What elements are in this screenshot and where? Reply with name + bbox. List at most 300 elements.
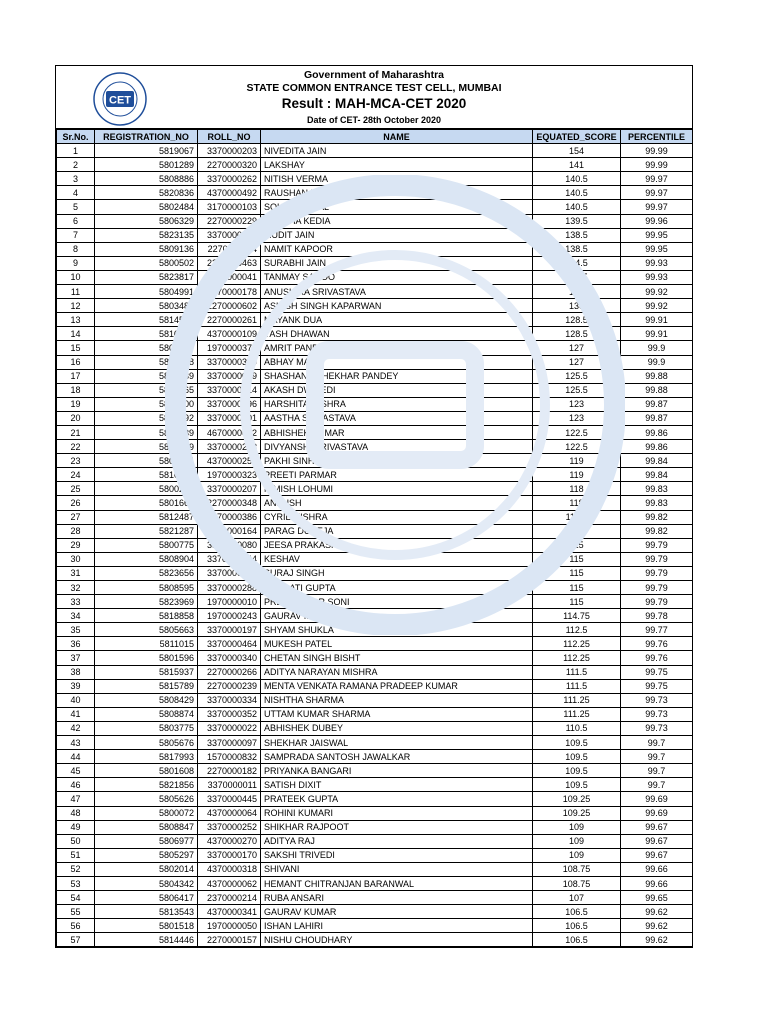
- cell-equated-score: 134.5: [533, 256, 621, 270]
- cell-percentile: 99.65: [621, 891, 693, 905]
- result-sheet: [55, 65, 693, 948]
- cell-roll-no: 3370000080: [198, 538, 261, 552]
- table-row: [57, 256, 693, 270]
- cell-roll-no: 4370000109: [198, 327, 261, 341]
- cell-equated-score: 130: [533, 299, 621, 313]
- cell-percentile: 99.97: [621, 172, 693, 186]
- table-row: [57, 862, 693, 876]
- cell-registration-no: 5804991: [95, 285, 198, 299]
- cell-percentile: 99.76: [621, 637, 693, 651]
- table-row: [57, 665, 693, 679]
- cell-percentile: 99.91: [621, 313, 693, 327]
- cell-registration-no: 5803129: [95, 440, 198, 454]
- cell-percentile: 99.96: [621, 214, 693, 228]
- cell-srno: 15: [57, 341, 95, 355]
- cell-equated-score: 119: [533, 454, 621, 468]
- cell-equated-score: 125.5: [533, 383, 621, 397]
- cell-roll-no: 3370000288: [198, 581, 261, 595]
- cell-name: SHYAM SHUKLA: [261, 623, 533, 637]
- cell-equated-score: 127: [533, 355, 621, 369]
- table-row: [57, 172, 693, 186]
- table-row: [57, 891, 693, 905]
- cell-name: ANUSHIKA SRIVASTAVA: [261, 285, 533, 299]
- col-header-registration-no: REGISTRATION_NO: [95, 130, 198, 144]
- cell-name: SAKSHI TRIVEDI: [261, 848, 533, 862]
- cell-roll-no: 3370000207: [198, 482, 261, 496]
- cell-name: ADITYA NARAYAN MISHRA: [261, 665, 533, 679]
- cell-roll-no: 2270000348: [198, 496, 261, 510]
- cell-percentile: 99.79: [621, 581, 693, 595]
- cell-percentile: 99.84: [621, 468, 693, 482]
- table-row: [57, 355, 693, 369]
- cell-srno: 28: [57, 524, 95, 538]
- cell-roll-no: 3370000203: [198, 144, 261, 158]
- cell-srno: 39: [57, 679, 95, 693]
- cell-roll-no: 3370000352: [198, 707, 261, 721]
- table-row: [57, 566, 693, 580]
- table-row: [57, 468, 693, 482]
- cell-srno: 18: [57, 383, 95, 397]
- table-body: [57, 144, 693, 947]
- cell-roll-no: 3370000097: [198, 736, 261, 750]
- cell-srno: 16: [57, 355, 95, 369]
- cell-registration-no: 5823135: [95, 228, 198, 242]
- cell-registration-no: 5805663: [95, 623, 198, 637]
- cell-name: SHIKHAR RAJPOOT: [261, 820, 533, 834]
- cell-equated-score: 154: [533, 144, 621, 158]
- table-row: [57, 595, 693, 609]
- cell-registration-no: 5808847: [95, 820, 198, 834]
- cell-equated-score: 138.5: [533, 242, 621, 256]
- col-header-roll-no: ROLL_NO: [198, 130, 261, 144]
- cell-registration-no: 5808429: [95, 693, 198, 707]
- cell-percentile: 99.82: [621, 524, 693, 538]
- cell-srno: 45: [57, 764, 95, 778]
- table-row: [57, 750, 693, 764]
- cell-percentile: 99.83: [621, 482, 693, 496]
- cell-name: SURABHI JAIN: [261, 256, 533, 270]
- cell-roll-no: 3370000022: [198, 721, 261, 735]
- cell-percentile: 99.88: [621, 369, 693, 383]
- cell-name: AMRIT PANDEY: [261, 341, 533, 355]
- cell-percentile: 99.92: [621, 285, 693, 299]
- cell-registration-no: 5806329: [95, 214, 198, 228]
- cell-percentile: 99.73: [621, 707, 693, 721]
- cell-percentile: 99.69: [621, 792, 693, 806]
- cell-name: MENTA VENKATA RAMANA PRADEEP KUMAR: [261, 679, 533, 693]
- cell-srno: 20: [57, 411, 95, 425]
- table-row: [57, 792, 693, 806]
- cell-equated-score: 112.5: [533, 623, 621, 637]
- cell-roll-no: 2270000266: [198, 665, 261, 679]
- col-header-equated-score: EQUATED_SCORE: [533, 130, 621, 144]
- cell-srno: 19: [57, 397, 95, 411]
- results-table: [56, 129, 693, 947]
- cell-name: SAMPRADA SANTOSH JAWALKAR: [261, 750, 533, 764]
- cell-name: MUKESH PATEL: [261, 637, 533, 651]
- cell-roll-no: 4370000341: [198, 905, 261, 919]
- cell-registration-no: 5800072: [95, 806, 198, 820]
- cell-percentile: 99.92: [621, 299, 693, 313]
- cell-equated-score: 128.5: [533, 327, 621, 341]
- cell-equated-score: 123: [533, 411, 621, 425]
- cell-name: SHEKHAR JAISWAL: [261, 736, 533, 750]
- cell-registration-no: 5810392: [95, 411, 198, 425]
- cell-equated-score: 111.25: [533, 693, 621, 707]
- cell-roll-no: 2270000463: [198, 256, 261, 270]
- table-row: [57, 214, 693, 228]
- cell-roll-no: 3170000103: [198, 200, 261, 214]
- table-row: [57, 848, 693, 862]
- cell-srno: 55: [57, 905, 95, 919]
- table-row: [57, 496, 693, 510]
- cell-equated-score: 106.5: [533, 933, 621, 947]
- cell-registration-no: 5800205: [95, 482, 198, 496]
- table-row: [57, 313, 693, 327]
- cell-srno: 7: [57, 228, 95, 242]
- table-row: [57, 299, 693, 313]
- cell-srno: 47: [57, 792, 95, 806]
- cell-equated-score: 114.75: [533, 609, 621, 623]
- cell-srno: 8: [57, 242, 95, 256]
- cell-registration-no: 5801289: [95, 158, 198, 172]
- table-row: [57, 933, 693, 947]
- cell-registration-no: 5801661: [95, 496, 198, 510]
- cell-srno: 27: [57, 510, 95, 524]
- cell-registration-no: 5818858: [95, 609, 198, 623]
- cell-registration-no: 5805626: [95, 792, 198, 806]
- cell-percentile: 99.73: [621, 721, 693, 735]
- cell-registration-no: 5801608: [95, 764, 198, 778]
- cell-registration-no: 5805527: [95, 341, 198, 355]
- cell-registration-no: 5821287: [95, 524, 198, 538]
- cell-percentile: 99.79: [621, 595, 693, 609]
- cell-name: SATISH DIXIT: [261, 778, 533, 792]
- cell-equated-score: 116.5: [533, 510, 621, 524]
- cell-percentile: 99.62: [621, 905, 693, 919]
- cell-srno: 6: [57, 214, 95, 228]
- col-header-name: NAME: [261, 130, 533, 144]
- cell-name: RAUSHAN KUMAR: [261, 186, 533, 200]
- cell-name: NISHTHA SHARMA: [261, 693, 533, 707]
- cell-roll-no: 3370000059: [198, 369, 261, 383]
- cell-roll-no: 4370000318: [198, 862, 261, 876]
- cell-name: CHETAN SINGH BISHT: [261, 651, 533, 665]
- table-row: [57, 609, 693, 623]
- cell-srno: 57: [57, 933, 95, 947]
- table-row: [57, 158, 693, 172]
- cell-roll-no: 2270000320: [198, 158, 261, 172]
- cell-percentile: 99.83: [621, 496, 693, 510]
- cell-percentile: 99.79: [621, 552, 693, 566]
- cell-name: TANMAY SAHOO: [261, 270, 533, 284]
- cell-registration-no: 5803482: [95, 299, 198, 313]
- table-row: [57, 876, 693, 890]
- cell-equated-score: 109: [533, 834, 621, 848]
- cell-roll-no: 3370000044: [198, 552, 261, 566]
- cell-srno: 56: [57, 919, 95, 933]
- cell-name: ABHISHEK KUMAR: [261, 425, 533, 439]
- table-row: [57, 637, 693, 651]
- cell-equated-score: 134.5: [533, 270, 621, 284]
- cell-equated-score: 106.5: [533, 905, 621, 919]
- cell-name: ROHINI KUMARI: [261, 806, 533, 820]
- cell-registration-no: 5823969: [95, 595, 198, 609]
- cell-name: ADITYA RAJ: [261, 834, 533, 848]
- cell-registration-no: 5803739: [95, 369, 198, 383]
- table-row: [57, 524, 693, 538]
- cell-srno: 9: [57, 256, 95, 270]
- cell-equated-score: 109.25: [533, 806, 621, 820]
- cell-roll-no: 4370000062: [198, 876, 261, 890]
- table-row: [57, 581, 693, 595]
- cell-name: ABHAY MALIK: [261, 355, 533, 369]
- cell-percentile: 99.7: [621, 750, 693, 764]
- cell-equated-score: 115: [533, 595, 621, 609]
- cell-srno: 49: [57, 820, 95, 834]
- cell-name: SRADHA KEDIA: [261, 214, 533, 228]
- table-header-row: [57, 130, 693, 144]
- cell-name: SHIVANI: [261, 862, 533, 876]
- table-row: [57, 806, 693, 820]
- cell-registration-no: 5823817: [95, 270, 198, 284]
- cell-roll-no: 3370000262: [198, 172, 261, 186]
- cell-equated-score: 127: [533, 341, 621, 355]
- cell-equated-score: 112.25: [533, 637, 621, 651]
- cell-equated-score: 106.5: [533, 919, 621, 933]
- table-row: [57, 693, 693, 707]
- cell-equated-score: 125.5: [533, 369, 621, 383]
- cell-srno: 3: [57, 172, 95, 186]
- cell-roll-no: 2270000182: [198, 764, 261, 778]
- cell-equated-score: 115: [533, 552, 621, 566]
- table-row: [57, 482, 693, 496]
- table-row: [57, 510, 693, 524]
- cell-name: AASTHA SRIVASTAVA: [261, 411, 533, 425]
- cell-percentile: 99.76: [621, 651, 693, 665]
- cell-roll-no: 1970000010: [198, 595, 261, 609]
- table-row: [57, 721, 693, 735]
- cell-roll-no: 2270000157: [198, 933, 261, 947]
- cell-percentile: 99.95: [621, 242, 693, 256]
- cell-registration-no: 5808339: [95, 425, 198, 439]
- cell-roll-no: 4370000386: [198, 510, 261, 524]
- table-row: [57, 425, 693, 439]
- cell-percentile: 99.67: [621, 834, 693, 848]
- cell-equated-score: 139.5: [533, 214, 621, 228]
- cell-equated-score: 108.75: [533, 862, 621, 876]
- cell-percentile: 99.93: [621, 256, 693, 270]
- cell-percentile: 99.93: [621, 270, 693, 284]
- cell-equated-score: 111.5: [533, 679, 621, 693]
- cell-percentile: 99.91: [621, 327, 693, 341]
- cell-name: MUDIT JAIN: [261, 228, 533, 242]
- cell-registration-no: 5808595: [95, 581, 198, 595]
- cell-roll-no: 3370000464: [198, 637, 261, 651]
- cell-equated-score: 115: [533, 566, 621, 580]
- cell-equated-score: 112.25: [533, 651, 621, 665]
- cell-equated-score: 110.5: [533, 721, 621, 735]
- table-row: [57, 411, 693, 425]
- cell-name: NISHU CHOUDHARY: [261, 933, 533, 947]
- cell-percentile: 99.62: [621, 933, 693, 947]
- cell-srno: 41: [57, 707, 95, 721]
- cell-percentile: 99.87: [621, 411, 693, 425]
- cell-percentile: 99.99: [621, 144, 693, 158]
- cell-srno: 33: [57, 595, 95, 609]
- cell-srno: 12: [57, 299, 95, 313]
- table-row: [57, 454, 693, 468]
- cell-registration-no: 5807834: [95, 454, 198, 468]
- cell-roll-no: 2270000261: [198, 313, 261, 327]
- cell-equated-score: 140.5: [533, 172, 621, 186]
- cell-name: NAMIT KAPOOR: [261, 242, 533, 256]
- cell-name: PRAGATI GUPTA: [261, 581, 533, 595]
- cell-roll-no: 2270000164: [198, 524, 261, 538]
- cell-registration-no: 5817993: [95, 750, 198, 764]
- cell-percentile: 99.67: [621, 848, 693, 862]
- cell-percentile: 99.86: [621, 425, 693, 439]
- cell-name: ANKUSH: [261, 496, 533, 510]
- cell-srno: 25: [57, 482, 95, 496]
- table-row: [57, 834, 693, 848]
- cell-srno: 29: [57, 538, 95, 552]
- cell-name: PARAG DUDEJA: [261, 524, 533, 538]
- cell-percentile: 99.7: [621, 764, 693, 778]
- cell-name: MAYANK DUA: [261, 313, 533, 327]
- table-row: [57, 285, 693, 299]
- cell-equated-score: 128.5: [533, 313, 621, 327]
- cell-equated-score: 108.75: [533, 876, 621, 890]
- table-row: [57, 327, 693, 341]
- table-row: [57, 397, 693, 411]
- exam-date: Date of CET- 28th October 2020: [306, 115, 442, 125]
- cell-srno: 14: [57, 327, 95, 341]
- cell-roll-no: 4670000082: [198, 425, 261, 439]
- cell-name: KESHAV: [261, 552, 533, 566]
- cell-equated-score: 116.5: [533, 524, 621, 538]
- cell-percentile: 99.86: [621, 440, 693, 454]
- cell-roll-no: 1970000050: [198, 919, 261, 933]
- table-row: [57, 383, 693, 397]
- cell-equated-score: 109.5: [533, 750, 621, 764]
- cell-name: RUBA ANSARI: [261, 891, 533, 905]
- cell-equated-score: 140.5: [533, 200, 621, 214]
- cell-srno: 5: [57, 200, 95, 214]
- cell-roll-no: 3370000334: [198, 693, 261, 707]
- table-row: [57, 679, 693, 693]
- cell-srno: 10: [57, 270, 95, 284]
- cell-srno: 23: [57, 454, 95, 468]
- table-row: [57, 764, 693, 778]
- cell-equated-score: 123: [533, 397, 621, 411]
- table-row: [57, 200, 693, 214]
- cell-roll-no: 3370000011: [198, 778, 261, 792]
- cell-srno: 52: [57, 862, 95, 876]
- cell-roll-no: 4370000492: [198, 186, 261, 200]
- cell-name: PAKHI SINHA: [261, 454, 533, 468]
- cell-registration-no: 5810880: [95, 468, 198, 482]
- cell-equated-score: 115: [533, 538, 621, 552]
- cell-srno: 54: [57, 891, 95, 905]
- cell-equated-score: 130: [533, 285, 621, 299]
- table-row: [57, 186, 693, 200]
- cell-name: GAURAV MUKATI: [261, 609, 533, 623]
- government-line: Government of Maharashtra: [303, 69, 445, 81]
- table-row: [57, 341, 693, 355]
- cell-percentile: 99.7: [621, 736, 693, 750]
- cell-roll-no: 1970000372: [198, 341, 261, 355]
- table-row: [57, 228, 693, 242]
- cell-roll-no: 3370000252: [198, 820, 261, 834]
- table-row: [57, 440, 693, 454]
- cell-percentile: 99.73: [621, 693, 693, 707]
- cell-equated-score: 109: [533, 820, 621, 834]
- cell-srno: 21: [57, 425, 95, 439]
- cell-name: YASH DHAWAN: [261, 327, 533, 341]
- cell-name: AKASH DWIVEDI: [261, 383, 533, 397]
- cell-registration-no: 5810351: [95, 327, 198, 341]
- cell-srno: 35: [57, 623, 95, 637]
- cell-equated-score: 109.25: [533, 792, 621, 806]
- cell-registration-no: 5812487: [95, 510, 198, 524]
- cell-name: HARSHITA MISHRA: [261, 397, 533, 411]
- table-row: [57, 778, 693, 792]
- cell-srno: 4: [57, 186, 95, 200]
- page-title: Result : MAH-MCA-CET 2020: [281, 96, 467, 111]
- cell-equated-score: 140.5: [533, 186, 621, 200]
- table-row: [57, 623, 693, 637]
- cell-roll-no: 3370000452: [198, 228, 261, 242]
- table-row: [57, 651, 693, 665]
- cell-name: SHASHANK SHEKHAR PANDEY: [261, 369, 533, 383]
- cell-name: DIVYANSHI SRIVASTAVA: [261, 440, 533, 454]
- cell-srno: 51: [57, 848, 95, 862]
- cell-name: HEMANT CHITRANJAN BARANWAL: [261, 876, 533, 890]
- cell-registration-no: 5805565: [95, 383, 198, 397]
- cell-registration-no: 5805297: [95, 848, 198, 862]
- cell-registration-no: 5819067: [95, 144, 198, 158]
- cell-percentile: 99.66: [621, 862, 693, 876]
- cell-registration-no: 5814446: [95, 933, 198, 947]
- cell-srno: 48: [57, 806, 95, 820]
- cell-percentile: 99.67: [621, 820, 693, 834]
- cell-name: SURAJ SINGH: [261, 566, 533, 580]
- cell-roll-no: 3370000096: [198, 397, 261, 411]
- cell-name: ASHISH SINGH KAPARWAN: [261, 299, 533, 313]
- cell-registration-no: 5808874: [95, 707, 198, 721]
- cell-equated-score: 141: [533, 158, 621, 172]
- cell-percentile: 99.78: [621, 609, 693, 623]
- cell-name: SOHHAM SEAL: [261, 200, 533, 214]
- cell-roll-no: 2270000239: [198, 679, 261, 693]
- cell-name: PREM KUMAR SONI: [261, 595, 533, 609]
- cell-srno: 53: [57, 876, 95, 890]
- cell-percentile: 99.75: [621, 665, 693, 679]
- cell-srno: 1: [57, 144, 95, 158]
- cell-srno: 26: [57, 496, 95, 510]
- cell-equated-score: 118: [533, 496, 621, 510]
- table-row: [57, 905, 693, 919]
- cell-roll-no: 3170000041: [198, 270, 261, 284]
- cell-equated-score: 122.5: [533, 440, 621, 454]
- cell-equated-score: 138.5: [533, 228, 621, 242]
- cell-name: CYRIL MISHRA: [261, 510, 533, 524]
- cell-equated-score: 119: [533, 468, 621, 482]
- cell-registration-no: 5806417: [95, 891, 198, 905]
- cell-roll-no: 1570000832: [198, 750, 261, 764]
- table-row: [57, 820, 693, 834]
